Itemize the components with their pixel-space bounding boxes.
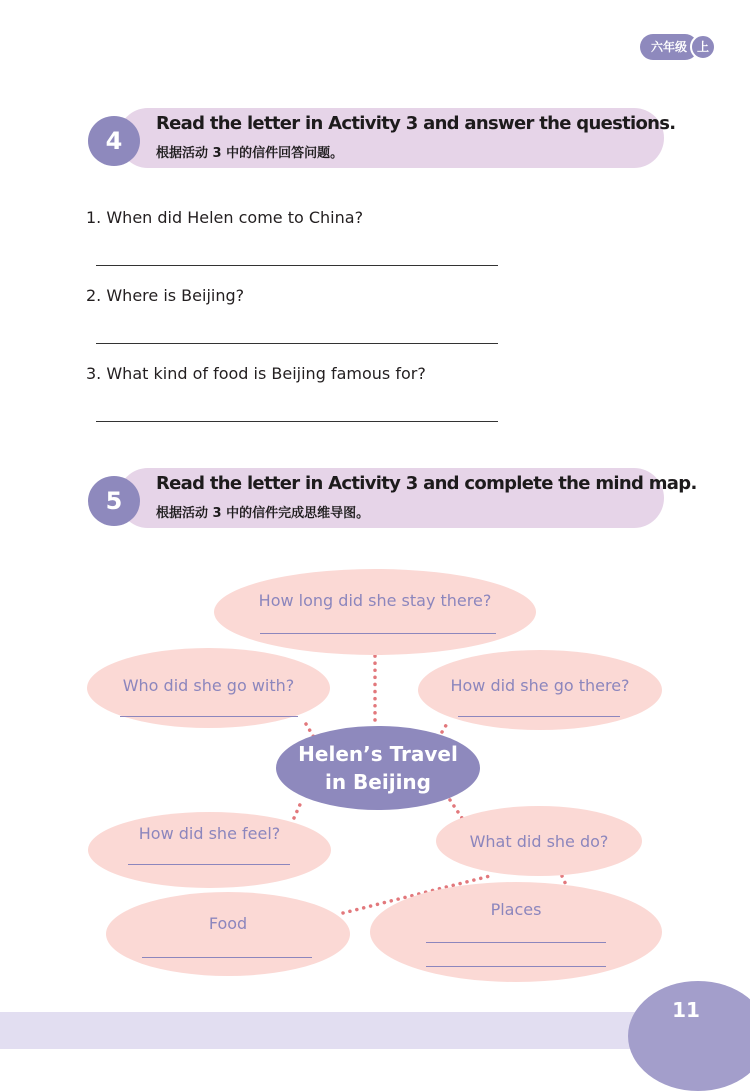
center-title-line-1: Helen’s Travel	[298, 742, 458, 766]
node-food-answer-line[interactable]	[142, 957, 312, 958]
node-feel	[88, 812, 331, 888]
node-do	[436, 806, 642, 876]
node-how-long-answer-line[interactable]	[260, 633, 496, 634]
node-do-question: What did she do?	[469, 832, 609, 851]
node-who-with-question: Who did she go with?	[122, 676, 295, 695]
node-how-long	[214, 569, 536, 655]
question-3: 3. What kind of food is Beijing famous for?	[86, 364, 426, 383]
activity-4-title-en: Read the letter in Activity 3 and answer the questions.	[156, 113, 676, 134]
activity-5-number-badge: 5	[88, 476, 140, 526]
mind-map-center	[276, 726, 480, 810]
activity-5-title-en: Read the letter in Activity 3 and complete the mind map.	[156, 473, 697, 494]
question-2: 2. Where is Beijing?	[86, 286, 245, 305]
activity-4-number-badge: 4	[88, 116, 140, 166]
term-label: 上	[690, 34, 716, 60]
connector-how-go	[442, 722, 448, 732]
question-1: 1. When did Helen come to China?	[86, 208, 364, 227]
node-how-long-question: How long did she stay there?	[258, 591, 492, 610]
node-food	[106, 892, 350, 976]
node-feel-answer-line[interactable]	[128, 864, 290, 865]
node-food-label: Food	[208, 914, 248, 933]
node-how-go	[418, 650, 662, 730]
node-who-with	[87, 648, 330, 728]
page-number: 11	[628, 981, 750, 1091]
node-places-answer-line-2[interactable]	[426, 966, 606, 967]
connector-feel	[294, 800, 302, 818]
node-how-go-answer-line[interactable]	[458, 716, 620, 717]
connector-do	[450, 800, 462, 818]
node-places-answer-line-1[interactable]	[426, 942, 606, 943]
grade-label: 六年级	[640, 34, 698, 60]
node-feel-question: How did she feel?	[138, 824, 281, 843]
node-places	[370, 882, 662, 982]
node-places-label: Places	[490, 900, 542, 919]
node-how-go-question: How did she go there?	[450, 676, 630, 695]
center-title-line-2: in Beijing	[325, 770, 431, 794]
activity-5-title-cn: 根据活动 3 中的信件完成思维导图。	[156, 506, 370, 521]
activity-4-title-cn: 根据活动 3 中的信件回答问题。	[156, 146, 344, 161]
node-who-with-answer-line[interactable]	[120, 716, 298, 717]
